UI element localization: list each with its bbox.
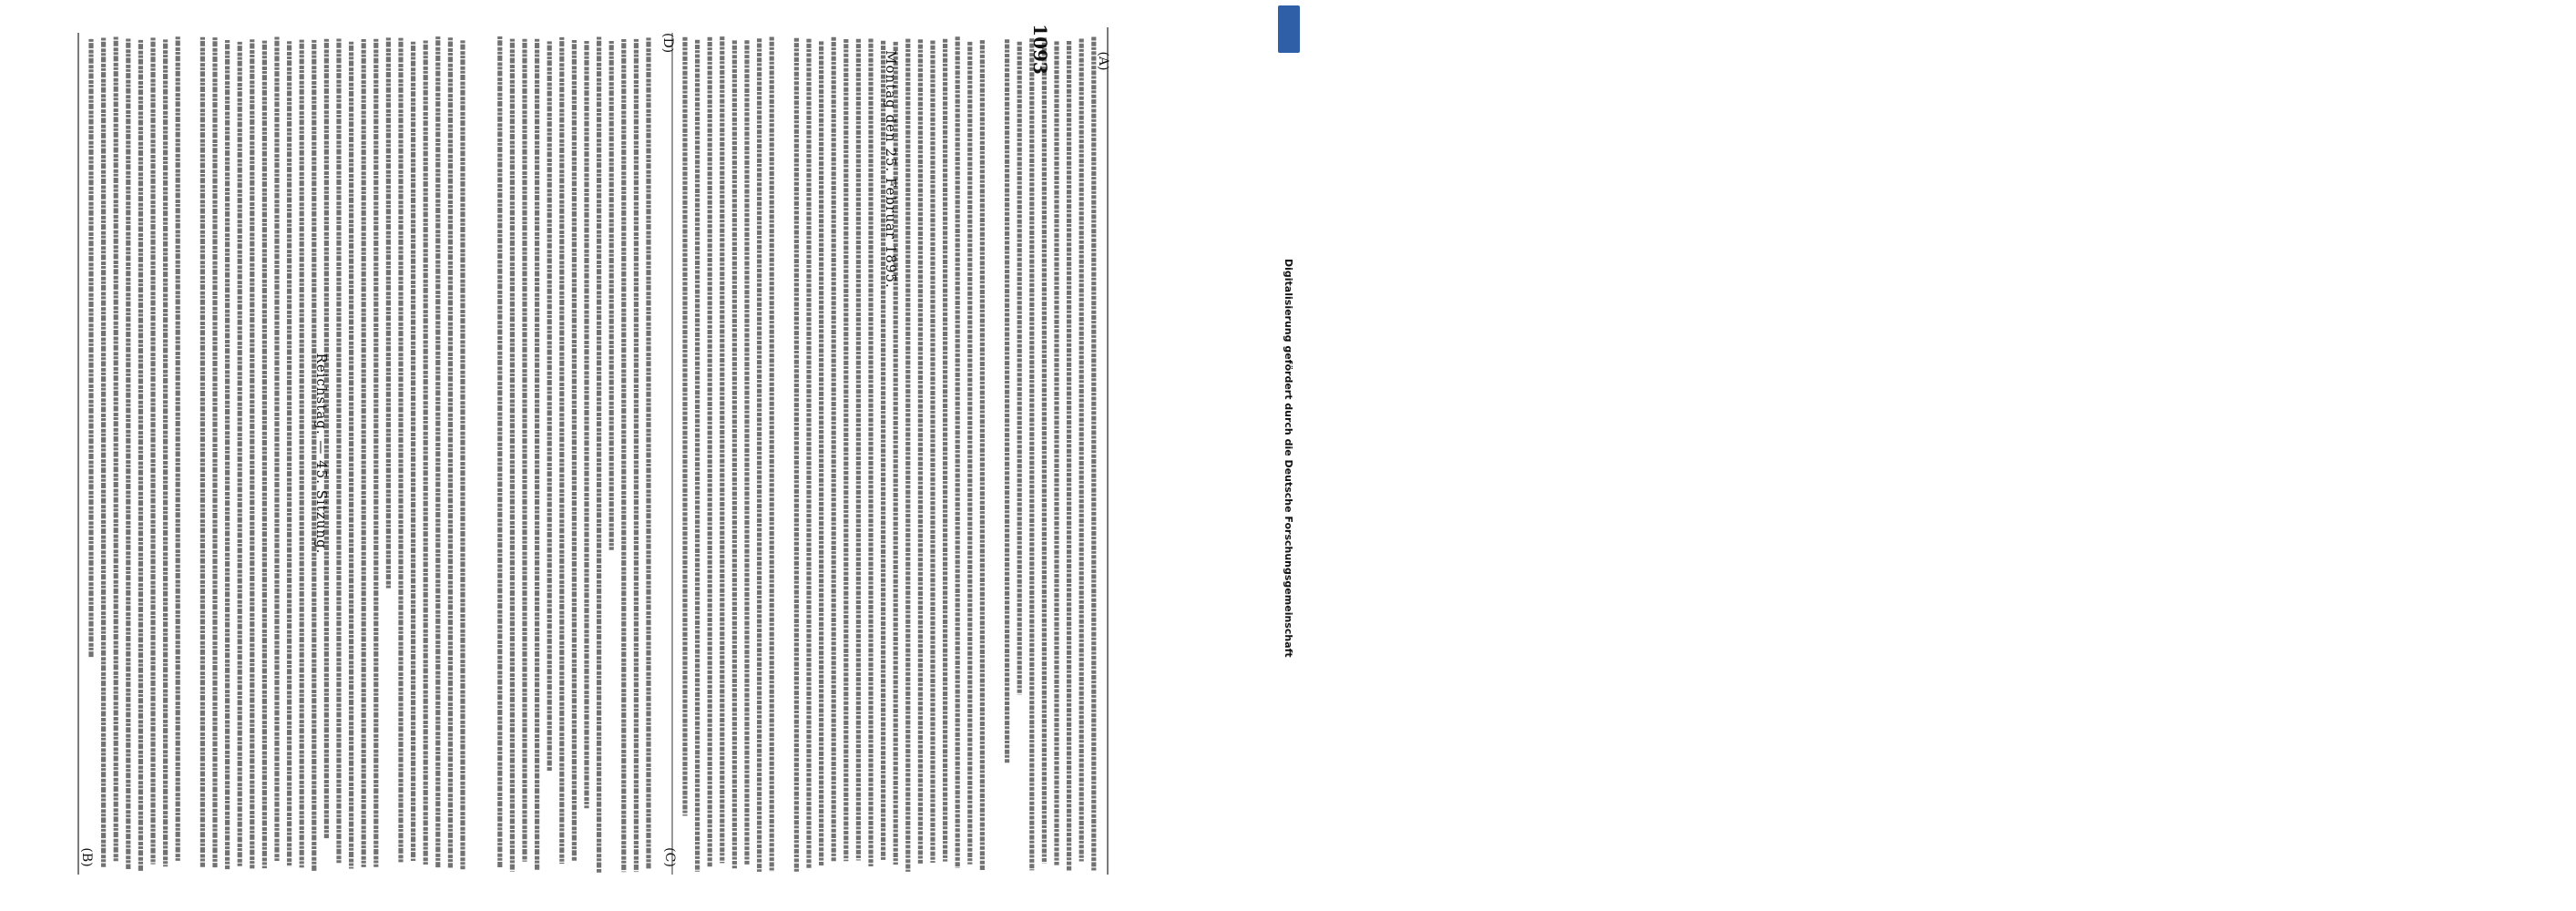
dfg-logo-text: DFG — [2558, 24, 2568, 46]
running-head-left: Reichstag. — 45. Sitzung. — [313, 353, 330, 555]
running-head-right: Montag den 25. Februar 1895. — [883, 50, 899, 289]
margin-marker-b: (B) — [79, 847, 94, 867]
dfg-logo-icon — [1278, 5, 2568, 53]
margin-marker-a: (A) — [1096, 51, 1110, 71]
digitization-credit: Digitalisierung gefördert durch die Deutsche Forschungsgemeinschaft — [1283, 259, 1294, 658]
margin-marker-d: (D) — [660, 33, 675, 54]
page-number: 1093 — [1029, 24, 1051, 75]
margin-marker-c: (C) — [662, 847, 677, 867]
